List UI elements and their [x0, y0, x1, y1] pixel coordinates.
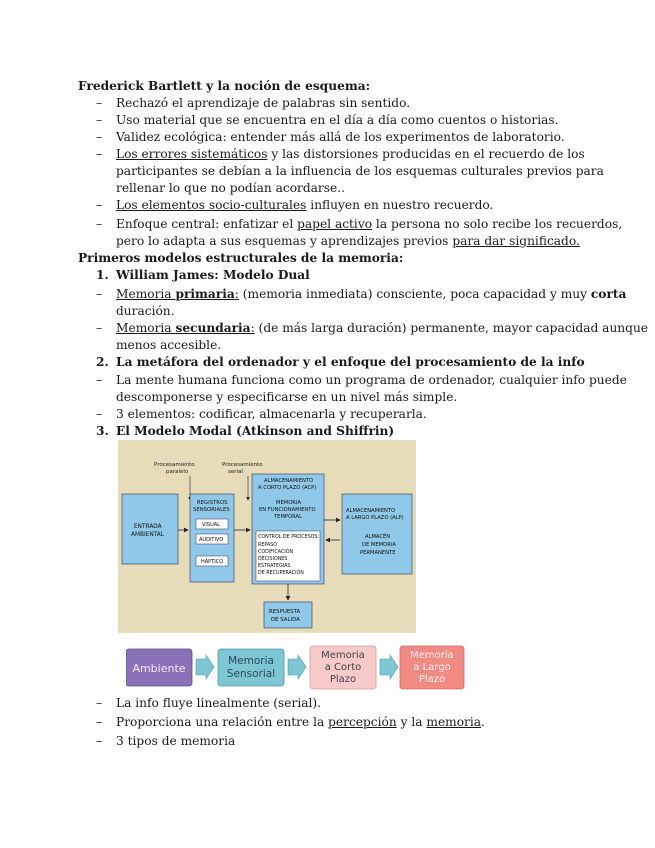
bullet-text: 3 tipos de memoria	[116, 734, 236, 748]
memory-flow-diagram	[126, 645, 466, 690]
underlined-term: Memoria	[116, 321, 176, 335]
bullet-dash: –	[96, 130, 103, 144]
bullet-text: Rechazó el aprendizaje de palabras sin sentido.	[116, 96, 411, 110]
underlined-bold-term: primaria	[175, 287, 235, 301]
bullet-text-rest: (memoria inmediata) consciente, poca capacidad y muy	[238, 287, 591, 301]
flow-label-largo: Memoria	[410, 650, 454, 661]
underlined-colon: :	[234, 287, 239, 301]
item-number: 1.	[96, 268, 109, 282]
bullet-text	[116, 146, 585, 163]
bullet-text-pre: Enfoque central: enfatizar el	[116, 217, 298, 231]
bullet-text-line2	[116, 233, 580, 250]
flow-label-sensorial-2: Sensorial	[226, 668, 276, 680]
label-ambiental: AMBIENTAL	[131, 532, 164, 538]
item-number: 2.	[96, 355, 109, 369]
bullet-dash: –	[96, 696, 103, 710]
bullet-text-line2: menos accesible.	[116, 338, 222, 352]
flow-label-corto-2: a Corto	[324, 662, 362, 673]
flow-arrow-icon	[380, 655, 398, 679]
label-alp-memoria: DE MEMORIA	[362, 542, 396, 548]
label-acp-funcionamiento: EN FUNCIONAMIENTO	[259, 507, 316, 513]
label-repaso: REPASO	[258, 543, 278, 548]
label-acp-memoria: MEMORIA	[276, 500, 301, 506]
bullet-dash: –	[96, 321, 103, 335]
flow-label-corto: Memoria	[321, 650, 365, 661]
bullet-dash: –	[96, 715, 103, 729]
bullet-dash: –	[96, 113, 103, 127]
underlined-term: papel activo	[297, 217, 373, 231]
label-recuperacion: DE RECUPERACIÓN	[258, 571, 304, 576]
bullet-text	[116, 197, 493, 214]
label-proc-paralelo: Procesamiento	[154, 462, 195, 468]
bullet-text-rest: la persona no solo recibe los recuerdos,	[372, 217, 623, 231]
label-entrada: ENTRADA	[134, 524, 162, 530]
bullet-text-line2: participantes se debían a la influencia de los esquemas culturales previos para	[116, 164, 604, 178]
bullet-text-pre: Proporciona una relación entre la	[116, 715, 329, 729]
label-estrategias: ESTRATEGIAS	[258, 564, 291, 569]
bullet-text-line2: duración.	[116, 304, 175, 318]
label-control: CONTROL DE PROCESOS:	[258, 535, 320, 540]
bullet-text: La mente humana funciona como un programa de ordenador, cualquier info puede	[116, 373, 627, 387]
label-respuesta: RESPUESTA	[269, 609, 301, 615]
bullet-text	[116, 286, 626, 303]
bullet-dash: –	[96, 407, 103, 421]
label-decisiones: DECISIONES	[258, 557, 288, 562]
label-salida: DE SALIDA	[271, 617, 300, 623]
bullet-text-rest: (de más larga duración) permanente, mayor capacidad aunque	[254, 321, 649, 335]
label-proc-serial-2: serial	[228, 469, 243, 475]
bullet-text-post: .	[481, 715, 485, 729]
label-alp-title-2: A LARGO PLAZO (ALP)	[346, 515, 404, 521]
item-title-modal: El Modelo Modal (Atkinson and Shiffrin)	[116, 424, 395, 438]
flow-arrow-icon	[196, 655, 214, 679]
item-title-ordenador: La metáfora del ordenador y el enfoque del procesamiento de la info	[116, 355, 585, 369]
label-acp-temporal: TEMPORAL	[274, 514, 302, 520]
flow-label-corto-3: Plazo	[329, 674, 357, 685]
bullet-text: 3 elementos: codificar, almacenarla y recuperarla.	[116, 407, 427, 421]
bullet-text-mid: y la	[396, 715, 427, 729]
section-title-bartlett: Frederick Bartlett y la noción de esquema:	[78, 79, 371, 93]
label-proc-paralelo-2: paralelo	[166, 469, 189, 475]
underlined-bold-term: secundaria	[175, 321, 251, 335]
bullet-text	[116, 216, 622, 233]
item-title-james: William James: Modelo Dual	[116, 268, 310, 282]
bullet-dash: –	[96, 373, 103, 387]
flow-arrow-icon	[288, 655, 306, 679]
box-respuesta	[264, 602, 312, 628]
label-codificacion: CODIFICACIÓN	[258, 550, 294, 555]
bullet-text: Uso material que se encuentra en el día a día como cuentos o historias.	[116, 113, 559, 127]
label-auditivo: AUDITIVO	[199, 537, 224, 543]
bullet-text-rest: influyen en nuestro recuerdo.	[306, 198, 494, 212]
underlined-term: Memoria	[116, 287, 176, 301]
bullet-text	[116, 714, 485, 731]
label-alp-permanente: PERMANENTE	[360, 550, 396, 556]
bullet-text-rest: y las distorsiones producidas en el recuerdo de los	[267, 147, 585, 161]
item-number: 3.	[96, 424, 109, 438]
label-acp-title: ALMACENAMIENTO	[264, 478, 314, 484]
bullet-dash: –	[96, 734, 103, 748]
bullet-text: Validez ecológica: entender más allá de los experimentos de laboratorio.	[116, 130, 565, 144]
bullet-dash: –	[96, 96, 103, 110]
bullet-dash: –	[96, 147, 103, 161]
bullet-text	[116, 320, 648, 337]
label-registros: REGISTROS	[197, 500, 228, 506]
label-visual: VISUAL	[202, 522, 220, 528]
bullet-dash: –	[96, 217, 103, 231]
modal-model-diagram	[118, 440, 416, 633]
label-haptico: HÁPTICO	[201, 559, 224, 565]
underlined-term: Los elementos socio-culturales	[116, 198, 307, 212]
bullet-dash: –	[96, 198, 103, 212]
bullet-text-line2-main: pero lo adapta a sus esquemas y aprendizajes previos	[116, 234, 453, 248]
bullet-dash: –	[96, 287, 103, 301]
label-alp-title: ALMACENAMIENTO	[346, 508, 396, 514]
label-acp-title-2: A CORTO PLAZO (ACP)	[258, 485, 317, 491]
underlined-colon: :	[250, 321, 255, 335]
underlined-term: para dar significado.	[452, 234, 580, 248]
underlined-term: percepción	[328, 715, 397, 729]
flow-label-largo-3: Plazo	[418, 674, 446, 685]
bullet-text-line2: descomponerse y especificarse en un nivel más simple.	[116, 390, 458, 404]
label-sensoriales: SENSORIALES	[193, 507, 230, 513]
bullet-text-line3: rellenar lo que no podían acordarse..	[116, 181, 345, 195]
flow-label-ambiente: Ambiente	[132, 662, 186, 675]
underlined-term: memoria	[426, 715, 482, 729]
section-title-modelos: Primeros modelos estructurales de la memoria:	[78, 251, 404, 265]
flow-label-sensorial: Memoria	[228, 655, 274, 667]
label-alp-almacen: ALMACÉN	[365, 534, 391, 540]
underlined-term: Los errores sistemáticos	[116, 147, 268, 161]
bold-term: corta	[590, 287, 627, 301]
bullet-text: La info fluye linealmente (serial).	[116, 696, 322, 710]
label-proc-serial: Procesamiento	[222, 462, 263, 468]
flow-label-largo-2: a Largo	[413, 662, 451, 673]
